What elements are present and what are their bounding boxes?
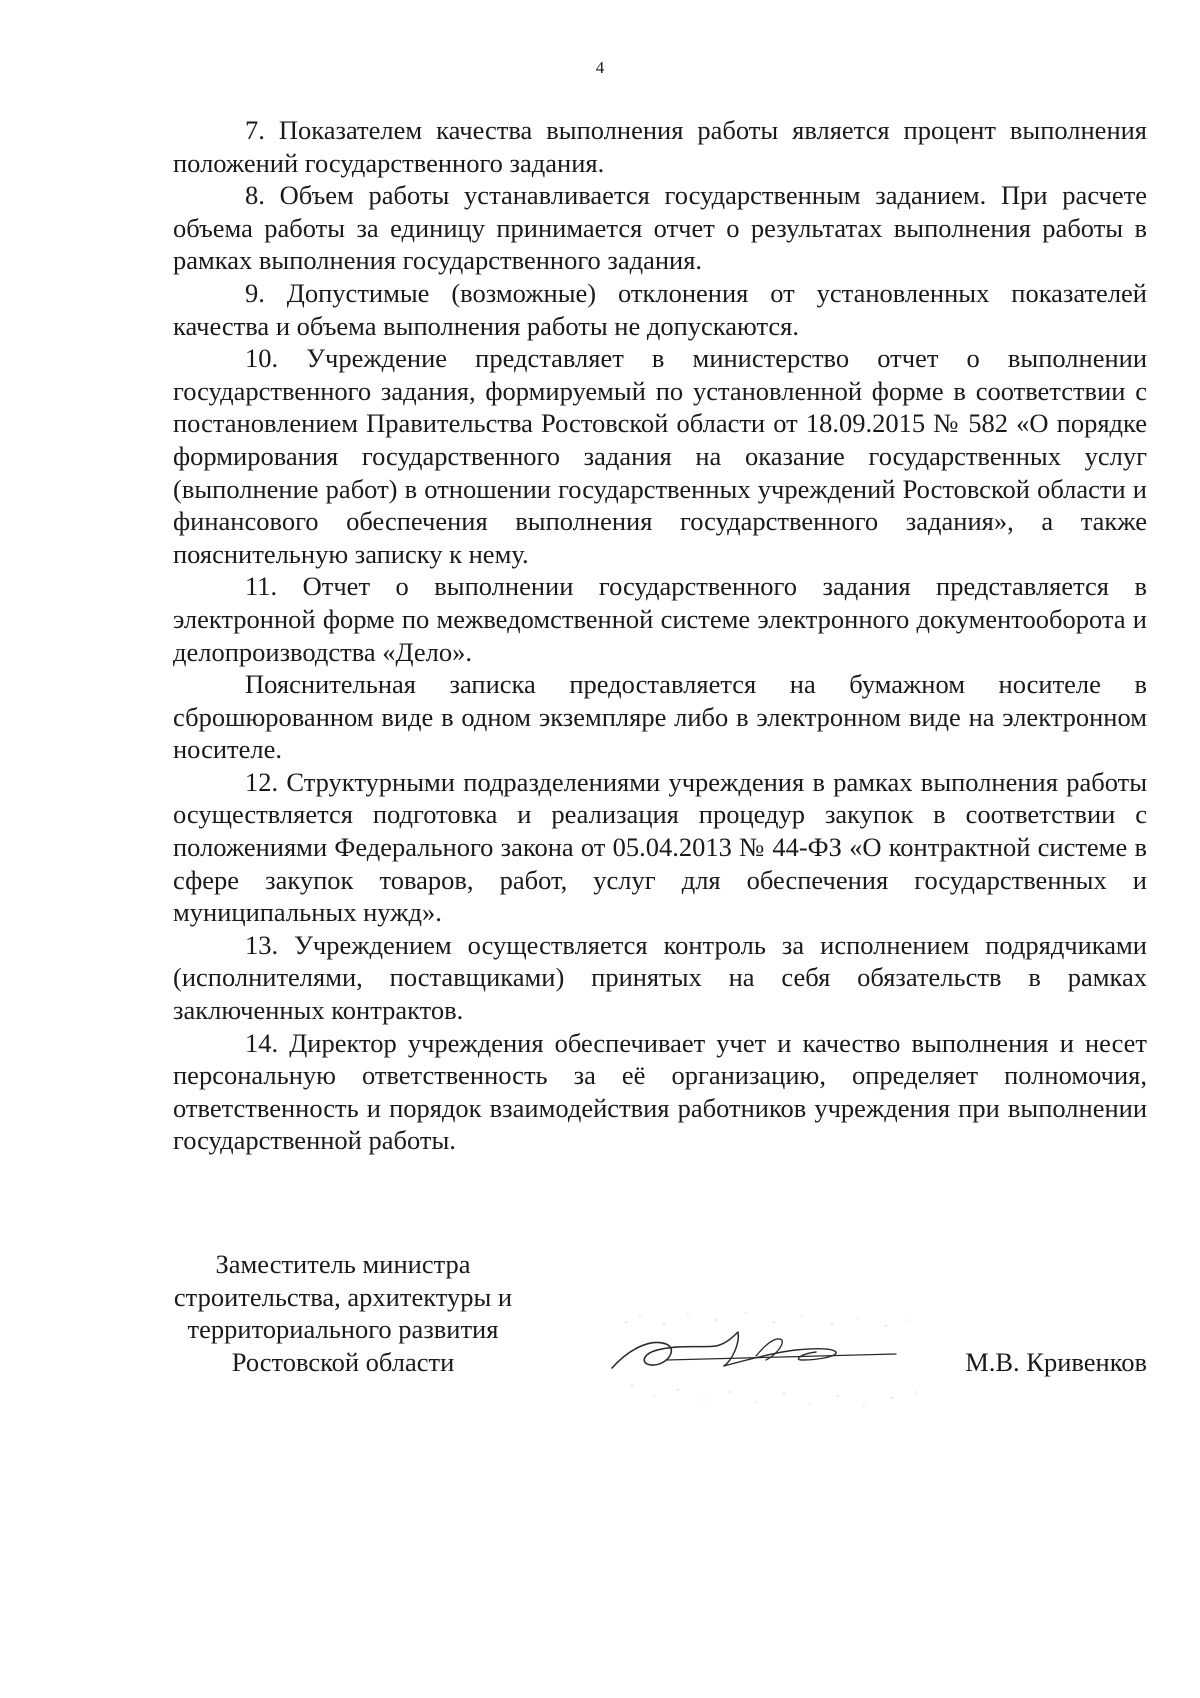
page-number: 4: [595, 58, 605, 77]
paragraph-explanatory-note: Пояснительная записка предоставляется на бумажном носителе в сброшюрованном виде в одном экземпляре либо в электронном виде на электронном носителе.: [173, 669, 1147, 765]
paragraph-12: 12. Структурными подразделениями учреждения в рамках выполнения работы осуществляется подготовка и реализация процедур закупок в соответствии с положениями Федерального закона от 05.04.2013 № 44-ФЗ «О контрактной системе в сфере закупок товаров, работ, услуг для обеспечения государственных и муниципальных нужд».: [173, 766, 1147, 928]
signatory-name: М.В. Кривенков: [965, 1347, 1147, 1377]
paragraph-9: 9. Допустимые (возможные) отклонения от установленных показателей качества и объема выполнения работы не допускаются.: [173, 277, 1147, 341]
signatory-title-line: территориального развития: [187, 1314, 499, 1345]
paragraph-14: 14. Директор учреждения обеспечивает учет и качество выполнения и несет персональную ответственность за её организацию, определяет полномочия, ответственность и порядок взаимодействия работников учреждения при выполнении государственной работы.: [173, 1027, 1147, 1156]
paragraph-11: 11. Отчет о выполнении государственного задания представляется в электронной форме по межведомственной системе электронного документооборота и делопроизводства «Дело».: [173, 571, 1147, 667]
paragraph-13: 13. Учреждением осуществляется контроль за исполнением подрядчиками (исполнителями, поставщиками) принятых на себя обязательств в рамках заключенных контрактов.: [173, 929, 1147, 1026]
paragraph-10: 10. Учреждение представляет в министерство отчет о выполнении государственного задания, формируемый по установленной форме в соответствии с постановлением Правительства Ростовской области от 18.09.2015 № 582 «О порядке формирования государственного задания на оказание государственных услуг (выполнение работ) в отношении государственных учреждений Ростовской области и финансового обеспечения выполнения государственного задания», а также пояснительную записку к нему.: [173, 343, 1147, 569]
paragraph-8: 8. Объем работы устанавливается государственным заданием. При расчете объема работы за единицу принимается отчет о результатах выполнения работы в рамках выполнения государственного задания.: [173, 180, 1147, 276]
signatory-title-line: Заместитель министра: [215, 1249, 471, 1279]
signatory-title-line: Ростовской области: [231, 1346, 455, 1377]
signatory-title-line: строительства, архитектуры и: [173, 1281, 513, 1312]
signature-block: [0, 1248, 1200, 1448]
signatory-title: [173, 1248, 513, 1378]
paragraph-7: 7. Показателем качества выполнения работы является процент выполнения положений государственного задания.: [173, 115, 1147, 178]
document-body: [173, 114, 1147, 1157]
handwritten-signature: [606, 1304, 930, 1414]
